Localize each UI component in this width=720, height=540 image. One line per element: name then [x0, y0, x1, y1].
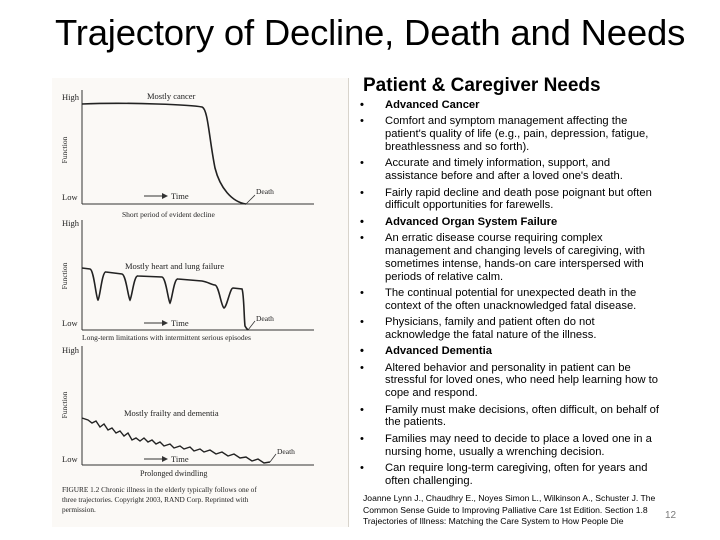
heart-lung-curve: [82, 268, 248, 330]
needs-item: • Can require long-term caregiving, often for years and often challenging.: [357, 462, 662, 488]
needs-item: • Advanced Cancer: [357, 99, 662, 112]
figure-caption-line: three trajectories. Copyright 2003, RAND Corp. Reprinted with: [62, 495, 249, 504]
needs-heading: Patient & Caregiver Needs: [363, 75, 601, 96]
high-label: High: [62, 92, 79, 102]
needs-item: • Fairly rapid decline and death pose poignant but often difficult opportunities for farewells.: [357, 187, 662, 213]
low-label: Low: [62, 192, 78, 202]
panel-caption: Short period of evident decline: [122, 210, 215, 219]
needs-item: • Comfort and symptom management affecting the patient's quality of life (e.g., pain, depression, fatigue, breathlessness and so forth).: [357, 115, 662, 153]
death-pointer: [248, 321, 255, 330]
curve-label: Mostly frailty and dementia: [124, 408, 219, 418]
figure-caption-line: FIGURE 1.2 Chronic illness in the elderly typically follows one of: [62, 485, 257, 494]
needs-item: • Physicians, family and patient often do not acknowledge the fatal nature of the illness.: [357, 316, 662, 342]
slide-title: Trajectory of Decline, Death and Needs: [55, 12, 686, 53]
panel-cancer: [60, 90, 314, 219]
needs-item: • Advanced Dementia: [357, 345, 662, 358]
figure-caption-line: permission.: [62, 505, 96, 514]
needs-item: • Advanced Organ System Failure: [357, 216, 662, 229]
panel-heart-lung: [60, 218, 314, 342]
death-pointer: [246, 195, 255, 204]
time-label: Time: [171, 454, 189, 464]
arrow-head-icon: [162, 193, 168, 199]
curve-label: Mostly cancer: [147, 91, 196, 101]
panel-caption: Prolonged dwindling: [140, 469, 208, 478]
time-label: Time: [171, 318, 189, 328]
needs-item: • Accurate and timely information, support, and assistance before and after a loved one's death.: [357, 157, 662, 183]
arrow-head-icon: [162, 320, 168, 326]
needs-item: • Families may need to decide to place a loved one in a nursing home, usually a wrenching decision.: [357, 433, 662, 459]
function-axis-label: Function: [60, 262, 69, 290]
citation: Joanne Lynn J., Chaudhry E., Noyes Simon L., Wilkinson A., Schuster J. The Common Sense Guide to Improving Palliative Care 1st Edition. Section 1.8 Trajectories of Illness: Matching the Care System to How People Die: [363, 493, 656, 527]
panel-caption: Long-term limitations with intermittent serious episodes: [82, 333, 251, 342]
needs-list: [357, 99, 662, 491]
function-axis-label: Function: [60, 136, 69, 164]
needs-item: • The continual potential for unexpected death in the context of the often unacknowledged fatal disease.: [357, 287, 662, 313]
function-axis-label: Function: [60, 391, 69, 419]
high-label: High: [62, 218, 79, 228]
arrow-head-icon: [162, 456, 168, 462]
trajectory-figure-drawing: [52, 78, 348, 527]
trajectory-figure: [52, 78, 349, 527]
high-label: High: [62, 345, 79, 355]
cancer-curve: [82, 103, 246, 204]
time-label: Time: [171, 191, 189, 201]
panel-frailty-dementia: [60, 345, 314, 478]
death-pointer: [270, 454, 276, 462]
curve-label: Mostly heart and lung failure: [125, 261, 225, 271]
needs-item: • An erratic disease course requiring complex management and changing levels of caregiving, with sometimes intense, hands-on care interspersed with periods of relative calm.: [357, 232, 662, 283]
death-label: Death: [277, 447, 295, 456]
death-label: Death: [256, 187, 274, 196]
needs-item: • Family must make decisions, often difficult, on behalf of the patients.: [357, 404, 662, 430]
page-number: 12: [665, 510, 677, 521]
low-label: Low: [62, 454, 78, 464]
needs-item: • Altered behavior and personality in patient can be stressful for loved ones, who need help learning how to cope and respond.: [357, 362, 662, 400]
low-label: Low: [62, 318, 78, 328]
death-label: Death: [256, 314, 274, 323]
